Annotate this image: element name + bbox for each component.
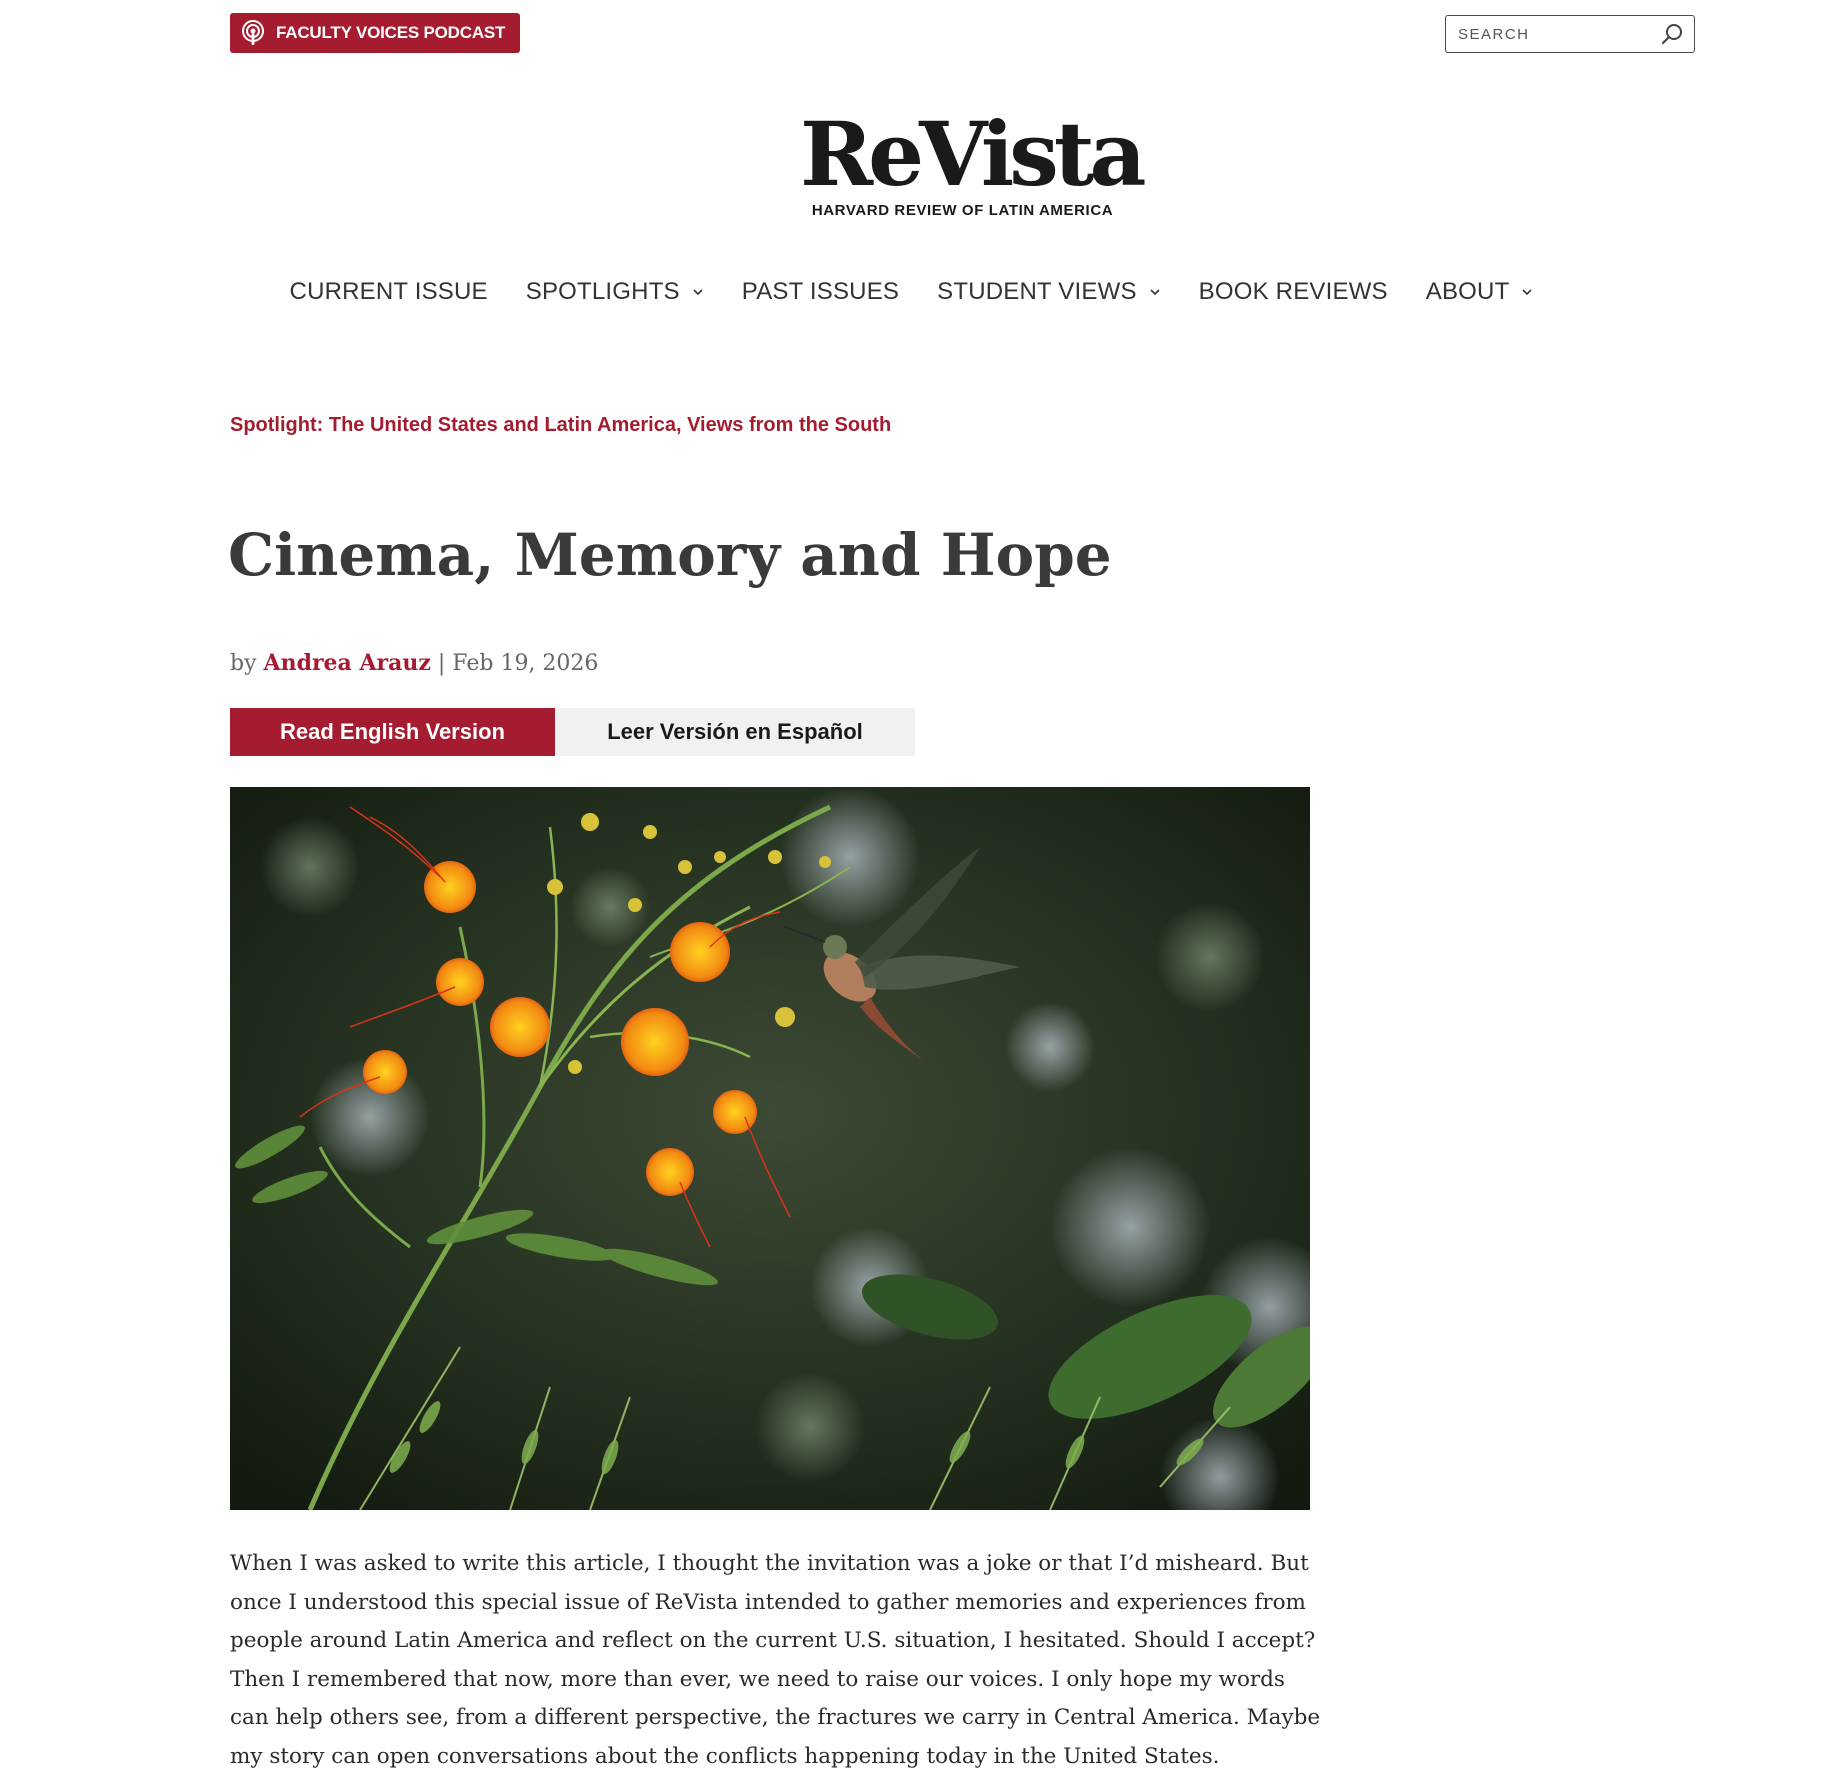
logo-tagline: HARVARD REVIEW OF LATIN AMERICA [811,202,1114,219]
nav-item-label: CURRENT ISSUE [289,278,488,305]
site-logo[interactable] [800,102,1142,219]
byline-prefix: by [230,651,257,676]
chevron-down-icon [1521,286,1533,298]
nav-item-student-views[interactable] [937,278,1161,306]
article-body-paragraph: When I was asked to write this article, I thought the invitation was a joke or that I’d misheard. But once I understood this special issue of ReVista intended to gather memories and experiences from people around Latin America and reflect on the current U.S. situation, I hesitated. Should I accept? Then I remembered that now, more than ever, we need to raise our voices. I only hope my words can help others see, from a different perspective, the fractures we carry in Central America. Maybe my story can open conversations about the conflicts happening today in the United States. [230,1551,1321,1769]
hero-image [230,787,1310,1510]
publish-date: Feb 19, 2026 [452,651,599,676]
tab-spanish-version[interactable]: Leer Versión en Español [555,708,915,756]
article-title: Cinema, Memory and Hope [228,521,1112,589]
nav-item-past-issues[interactable] [742,278,899,306]
podcast-icon [238,18,268,48]
search-box [1445,15,1695,53]
faculty-voices-podcast-button[interactable] [230,13,520,53]
chevron-down-icon [1149,286,1161,298]
logo-wordmark: ReVista [800,102,1142,206]
nav-item-spotlights[interactable] [526,278,704,306]
chevron-down-icon [692,286,704,298]
tab-english-version[interactable]: Read English Version [230,708,555,756]
author-link[interactable]: Andrea Arauz [263,650,431,676]
nav-item-label: ABOUT [1425,278,1510,305]
nav-item-current-issue[interactable] [290,278,488,306]
spotlight-link[interactable]: Spotlight: The United States and Latin America, Views from the South [230,414,892,436]
byline [230,650,598,676]
nav-item-about[interactable] [1426,278,1534,306]
nav-item-label: PAST ISSUES [741,278,900,305]
nav-item-book-reviews[interactable] [1199,278,1388,306]
podcast-button-label: FACULTY VOICES PODCAST [276,23,506,42]
nav-item-label: STUDENT VIEWS [937,278,1137,305]
main-nav [0,278,1823,306]
nav-item-label: BOOK REVIEWS [1198,278,1388,305]
byline-separator: | [437,651,446,676]
nav-item-label: SPOTLIGHTS [525,278,680,305]
language-tabs [230,708,915,756]
search-input[interactable] [1446,25,1650,44]
search-icon[interactable] [1660,22,1684,46]
